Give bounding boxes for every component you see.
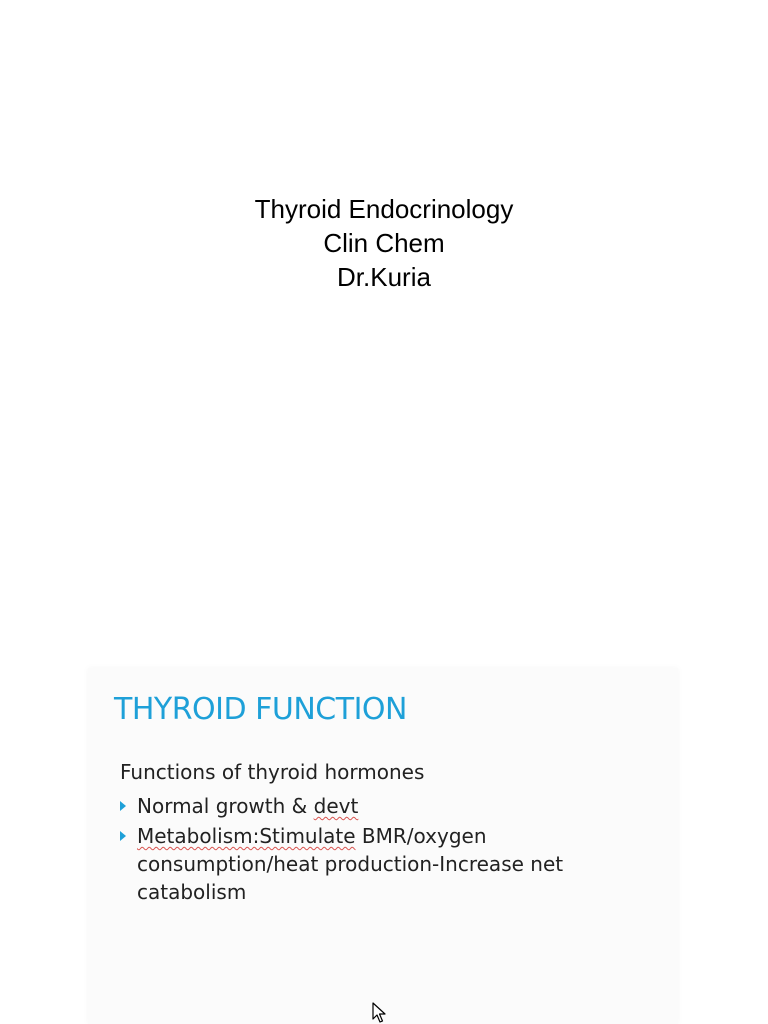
slide-heading: THYROID FUNCTION [114,692,407,727]
slide-subheading: Functions of thyroid hormones [120,760,425,784]
author-name: Dr.Kuria [337,262,431,292]
slide-thyroid-function [88,668,678,1024]
bullet-item [120,792,660,820]
bullet-text: Normal growth & [137,794,314,818]
triangle-bullet-icon [120,831,126,841]
spellcheck-word: devt [313,794,359,818]
mouse-pointer-icon [372,1002,386,1024]
course-name: Clin Chem [323,228,445,258]
triangle-bullet-icon [120,801,126,811]
bullet-list [120,792,660,908]
document-title: Thyroid Endocrinology [254,194,514,224]
spellcheck-word: Metabolism:Stimulate [137,824,356,848]
bullet-text-rest: BMR/oxygen consumption/heat production-Increase net catabolism [137,824,564,904]
cover-title-block [0,192,768,294]
bullet-item [120,822,660,906]
